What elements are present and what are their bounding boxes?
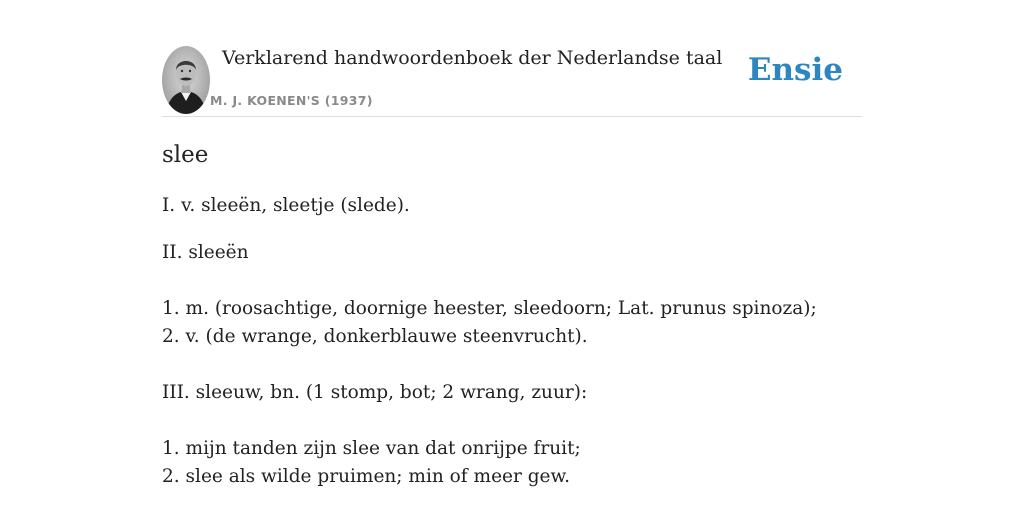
definition-line: I. v. sleeën, sleetje (slede). xyxy=(162,195,410,216)
definition-line: 1. mijn tanden zijn slee van dat onrijpe fruit; xyxy=(162,438,581,459)
ensie-logo-link[interactable]: Ensie xyxy=(747,52,843,88)
page-header xyxy=(162,46,862,117)
definition-line: III. sleeuw, bn. (1 stomp, bot; 2 wrang, zuur): xyxy=(162,382,588,403)
dictionary-title: Verklarend handwoordenboek der Nederlandse taal xyxy=(222,47,723,69)
dictionary-author: M. J. KOENEN'S (1937) xyxy=(210,93,373,108)
paragraph-gap xyxy=(162,351,862,379)
definition-line: 2. v. (de wrange, donkerblauwe steenvrucht). xyxy=(162,326,588,347)
dictionary-entry xyxy=(162,140,862,491)
paragraph-gap xyxy=(162,407,862,435)
definition-line: II. sleeën xyxy=(162,242,249,263)
entry-headword: slee xyxy=(162,142,209,168)
definition-line: 1. m. (roosachtige, doornige heester, sleedoorn; Lat. prunus spinoza); xyxy=(162,298,817,319)
definition-line: 2. slee als wilde pruimen; min of meer gew. xyxy=(162,466,571,487)
paragraph-gap xyxy=(162,267,862,295)
author-portrait-icon xyxy=(162,46,210,114)
